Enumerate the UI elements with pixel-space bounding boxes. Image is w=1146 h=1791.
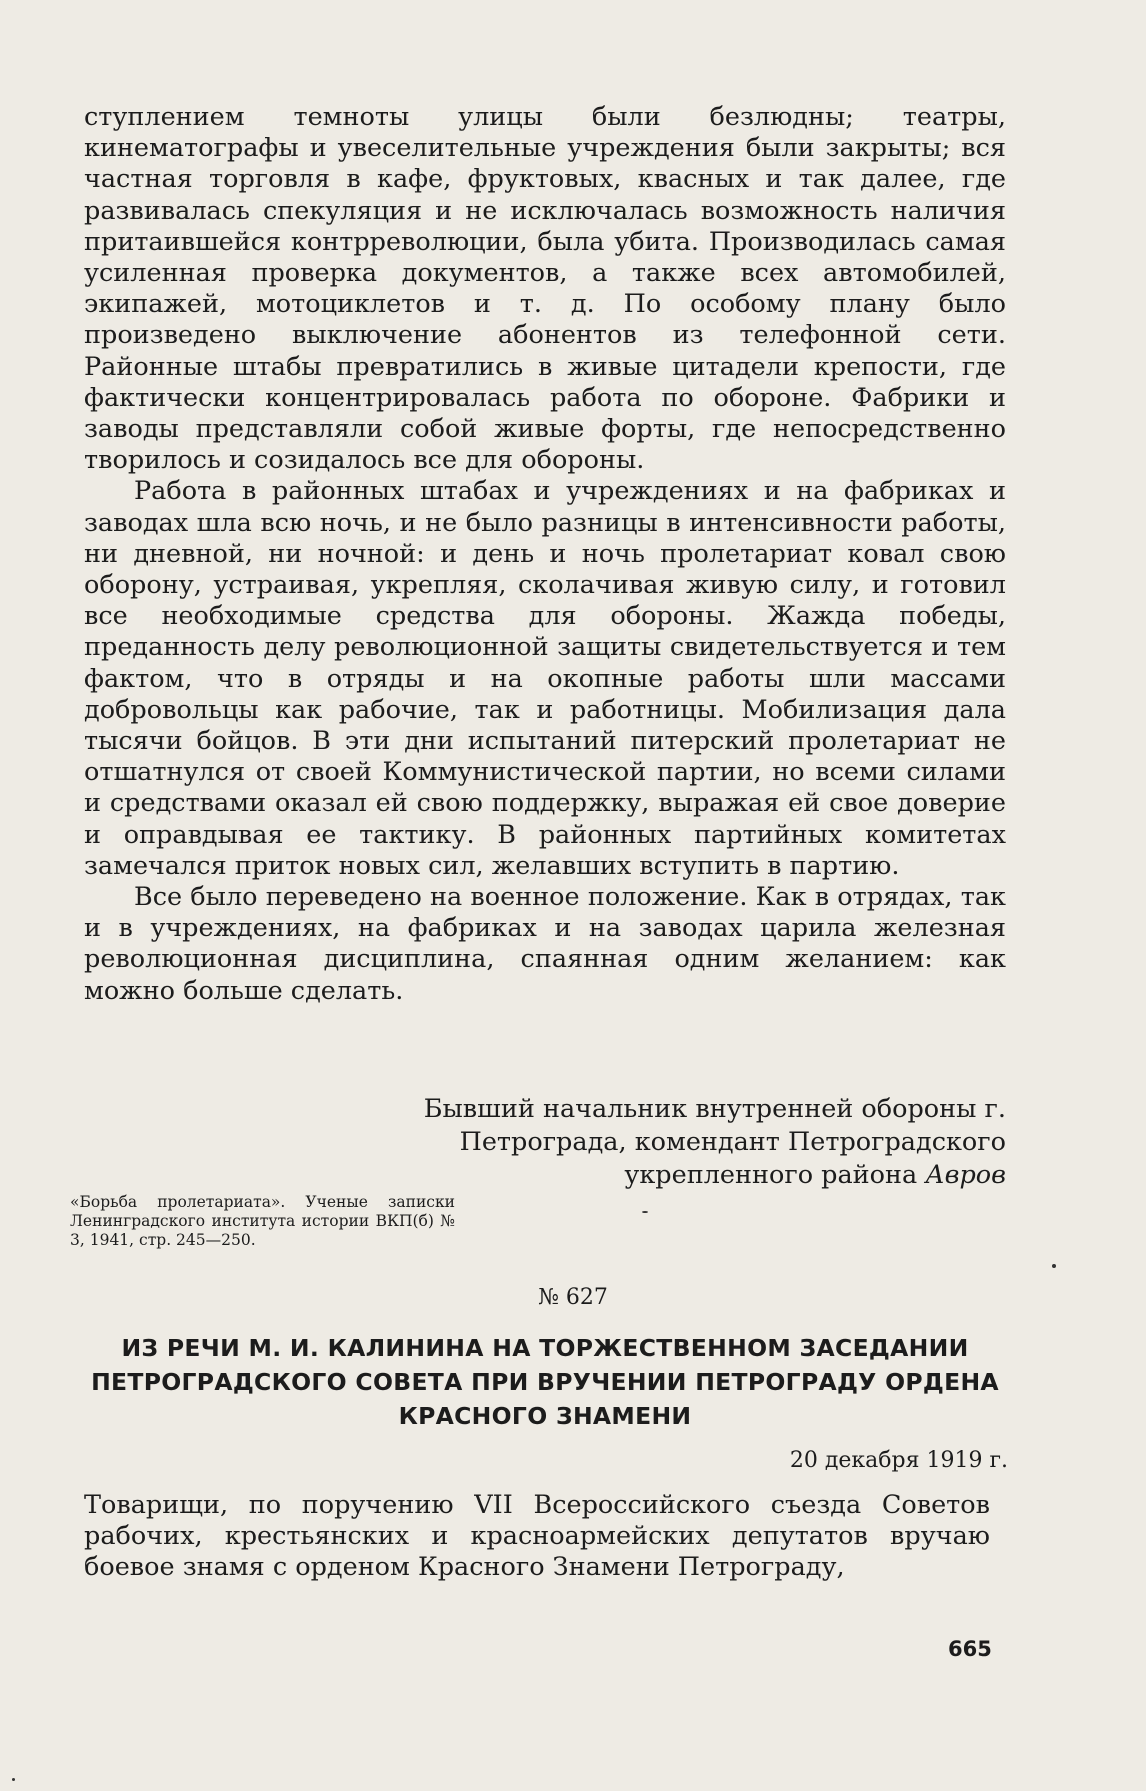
print-speck <box>1052 1264 1056 1268</box>
signature <box>290 1093 1006 1192</box>
source-citation: «Борьба пролетариата». Ученые записки Ленинградского института истории ВКП(б) № 3, 1941, стр. 245—250. <box>70 1193 455 1249</box>
paragraph-2: Работа в районных штабах и учреждениях и на фабриках и заводах шла всю ночь, и не было разницы в интенсивности работы, ни дневной, ни ночной: и день и ночь пролетариат ковал свою оборону, устраивая, укрепляя, сколачивая живую силу, и готовил все необходимые средства для обороны. Жажда победы, преданность делу революционной защиты свидетельствуется и тем фактом, что в отряды и на окопные работы шли массами добровольцы как рабочие, так и работницы. Мобилизация дала тысячи бойцов. В эти дни испытаний питерский пролетариат не отшатнулся от своей Коммунистической партии, но всеми силами и средствами оказал ей свою поддержку, выражая ей свое доверие и оправдывая ее тактику. В районных партийных комитетах замечался приток новых сил, желавших вступить в партию. <box>84 476 1006 881</box>
document-title: ИЗ РЕЧИ М. И. КАЛИНИНА НА ТОРЖЕСТВЕННОМ ЗАСЕДАНИИ ПЕТРОГРАДСКОГО СОВЕТА ПРИ ВРУЧЕНИИ ПЕТРОГРАДУ ОРДЕНА КРАСНОГО ЗНАМЕНИ <box>91 1334 999 1430</box>
document-number: № 627 <box>538 1285 608 1310</box>
paragraph-3: Все было переведено на военное положение. Как в отрядах, так и в учреждениях, на фабриках и на заводах царила железная революционная дисциплина, спаянная одним желанием: как можно больше сделать. <box>84 882 1006 1006</box>
print-speck <box>12 1778 15 1781</box>
speech-text: Товарищи, по поручению VII Всероссийского съезда Советов рабочих, крестьянских и красноармейских депутатов вручаю боевое знамя с орденом Красного Знамени Петрограду, <box>84 1490 990 1583</box>
signature-author: Авров <box>925 1160 1006 1190</box>
signature-position: Бывший начальник внутренней обороны г. Петрограда, комендант Петроградского укрепленного района <box>423 1094 1006 1190</box>
page-number: 665 <box>948 1637 992 1661</box>
document-date: 20 декабря 1919 г. <box>789 1448 1008 1473</box>
paragraph-1: ступлением темноты улицы были безлюдны; театры, кинематографы и увеселительные учреждения были закрыты; вся частная торговля в кафе, фруктовых, квасных и так далее, где развивалась спекуляция и не исключалась возможность наличия притаившейся контрреволюции, была убита. Производилась самая усиленная проверка документов, а также всех автомобилей, экипажей, мотоциклетов и т. д. По особому плану было произведено выключение абонентов из телефонной сети. Районные штабы превратились в живые цитадели крепости, где фактически концентрировалась работа по обороне. Фабрики и заводы представляли собой живые форты, где непосредственно творилось и созидалось все для обороны. <box>84 102 1006 476</box>
print-speck <box>642 1211 648 1213</box>
body-text <box>84 102 1006 1007</box>
